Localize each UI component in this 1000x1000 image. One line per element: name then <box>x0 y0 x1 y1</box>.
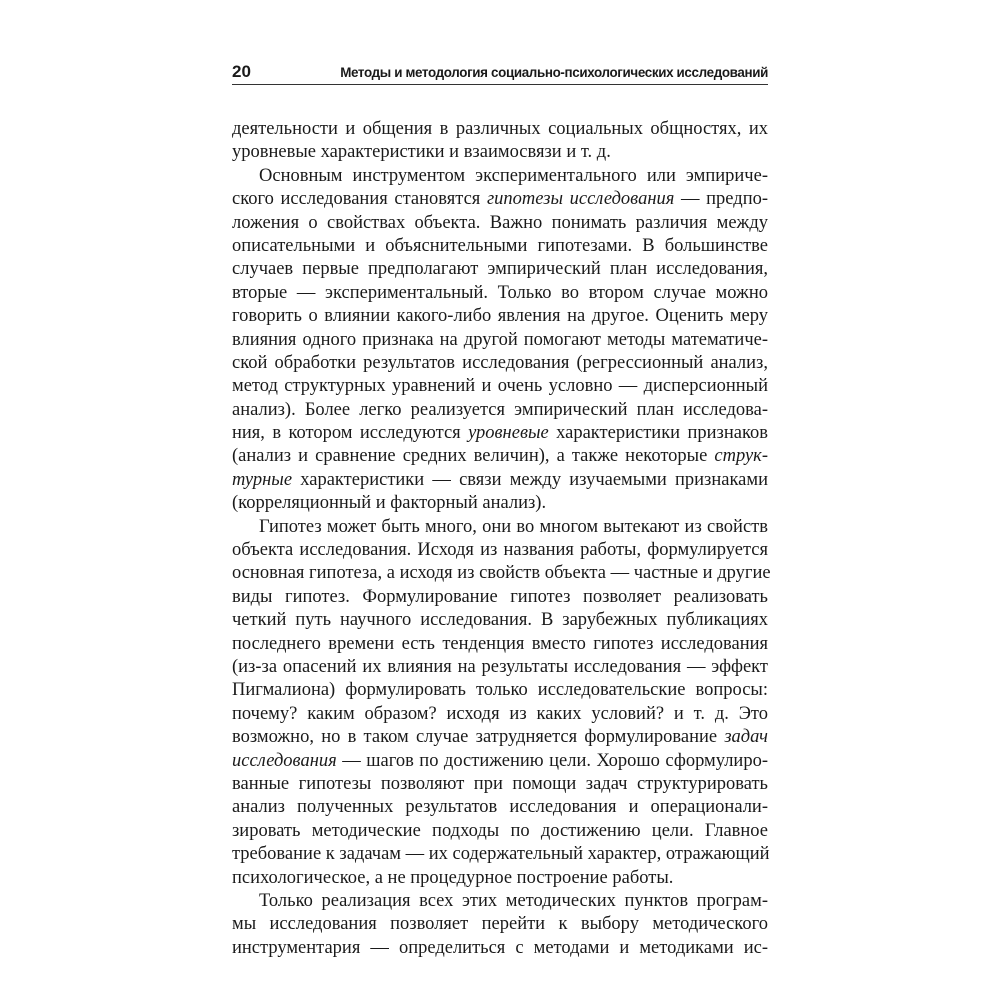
text-segment: вторые — экспериментальный. Только во втором случае можно <box>232 282 768 303</box>
text-segment: инструментария — определиться с методами и методиками ис- <box>232 937 768 958</box>
text-line <box>232 235 768 258</box>
paragraph <box>232 890 768 960</box>
body-text <box>232 118 771 960</box>
italic-term: исследования <box>232 750 337 771</box>
text-line <box>232 329 768 352</box>
text-line <box>232 305 768 328</box>
text-segment: (из-за опасений их влияния на результаты исследования — эффект <box>232 656 768 677</box>
text-segment: ложения о свойствах объекта. Важно понимать различия между <box>232 212 768 233</box>
text-segment: ского исследования становятся <box>232 189 487 210</box>
text-segment: влияния одного признака на другой помогают методы математиче- <box>232 329 768 350</box>
text-line <box>232 937 768 960</box>
text-segment: анализ). Более легко реализуется эмпирический план исследова- <box>232 399 768 420</box>
text-line <box>232 913 768 936</box>
text-segment: говорить о влиянии какого-либо явления на другое. Оценить меру <box>232 306 768 327</box>
text-line <box>232 609 768 632</box>
text-line <box>232 422 768 445</box>
text-segment: — предпо- <box>674 189 769 210</box>
italic-term: струк- <box>714 446 768 467</box>
text-line <box>232 586 768 609</box>
italic-term: гипотезы исследования <box>486 189 675 210</box>
text-line <box>232 562 771 585</box>
text-line <box>232 375 768 398</box>
text-segment: Пигмалиона) формулировать только исследовательские вопросы: <box>232 680 768 701</box>
text-line <box>232 165 768 188</box>
text-segment: — шагов по достижению цели. Хорошо сформулиро- <box>336 750 768 771</box>
text-line <box>232 679 768 702</box>
running-header <box>232 62 768 85</box>
text-segment: метод структурных уравнений и очень условно — дисперсионный <box>232 376 768 397</box>
text-line <box>232 399 768 422</box>
paragraph <box>232 516 771 890</box>
text-segment: анализ полученных результатов исследования и операционали- <box>232 797 768 818</box>
text-segment: описательными и объяснительными гипотезами. В большинстве <box>232 235 768 256</box>
text-segment: ния, в котором исследуются <box>232 423 469 444</box>
text-line <box>232 118 768 141</box>
text-segment: Основным инструментом экспериментального или эмпириче- <box>259 165 768 186</box>
text-segment: требование к задачам — их содержательный характер, отражающий <box>232 844 770 865</box>
page-number: 20 <box>232 62 251 81</box>
running-title: Методы и методология социально-психологических исследований <box>340 65 768 80</box>
text-line <box>232 539 768 562</box>
text-segment: зировать методические подходы по достижению цели. Главное <box>232 820 768 841</box>
text-line <box>232 188 768 211</box>
text-line <box>232 820 768 843</box>
text-segment: характеристики признаков <box>548 423 768 444</box>
text-segment: четкий путь научного исследования. В зарубежных публикациях <box>232 610 768 631</box>
text-segment: характеристики — связи между изучаемыми признаками <box>292 469 768 490</box>
italic-term: уровневые <box>468 423 549 444</box>
text-line <box>232 282 768 305</box>
text-line <box>232 141 768 164</box>
text-segment: объекта исследования. Исходя из названия работы, формулируется <box>232 540 768 561</box>
text-line <box>232 633 768 656</box>
text-segment: Только реализация всех этих методических пунктов програм- <box>259 890 768 911</box>
text-line <box>232 796 768 819</box>
text-line <box>232 492 768 515</box>
text-segment: почему? каким образом? исходя из каких условий? и т. д. Это <box>232 703 768 724</box>
text-line <box>232 726 768 749</box>
text-line <box>232 445 768 468</box>
text-segment: (анализ и сравнение средних величин), а также некоторые <box>232 446 715 467</box>
paragraph <box>232 165 768 516</box>
text-segment: уровневые характеристики и взаимосвязи и т. д. <box>232 142 611 163</box>
text-segment: основная гипотеза, а исходя из свойств объекта — частные и другие <box>232 563 771 584</box>
text-line <box>232 212 768 235</box>
text-segment: деятельности и общения в различных социальных общностях, их <box>232 119 768 139</box>
italic-term: задач <box>724 727 768 748</box>
text-segment: случаев первые предполагают эмпирический план исследования, <box>232 259 768 280</box>
text-line <box>232 750 768 773</box>
text-segment: психологическое, а не процедурное построение работы. <box>232 867 674 888</box>
text-segment: последнего времени есть тенденция вместо гипотез исследования <box>232 633 768 654</box>
text-line <box>232 773 768 796</box>
text-line <box>232 656 768 679</box>
text-line <box>232 469 768 492</box>
text-line <box>232 843 768 866</box>
text-line <box>232 703 768 726</box>
text-segment: ской обработки результатов исследования (регрессионный анализ, <box>232 352 768 373</box>
text-line <box>232 867 768 890</box>
text-segment: (корреляционный и факторный анализ). <box>232 493 547 514</box>
paragraph <box>232 118 768 165</box>
text-segment: Гипотез может быть много, они во многом вытекают из свойств <box>259 516 768 537</box>
text-segment: мы исследования позволяет перейти к выбору методического <box>232 914 768 935</box>
text-line <box>232 352 768 375</box>
text-segment: виды гипотез. Формулирование гипотез позволяет реализовать <box>232 586 768 607</box>
italic-term: турные <box>232 469 293 490</box>
text-segment: возможно, но в таком случае затрудняется формулирование <box>232 727 725 748</box>
text-line <box>232 258 768 281</box>
text-segment: ванные гипотезы позволяют при помощи задач структурировать <box>232 773 768 794</box>
text-line <box>232 516 768 539</box>
text-line <box>232 890 768 913</box>
